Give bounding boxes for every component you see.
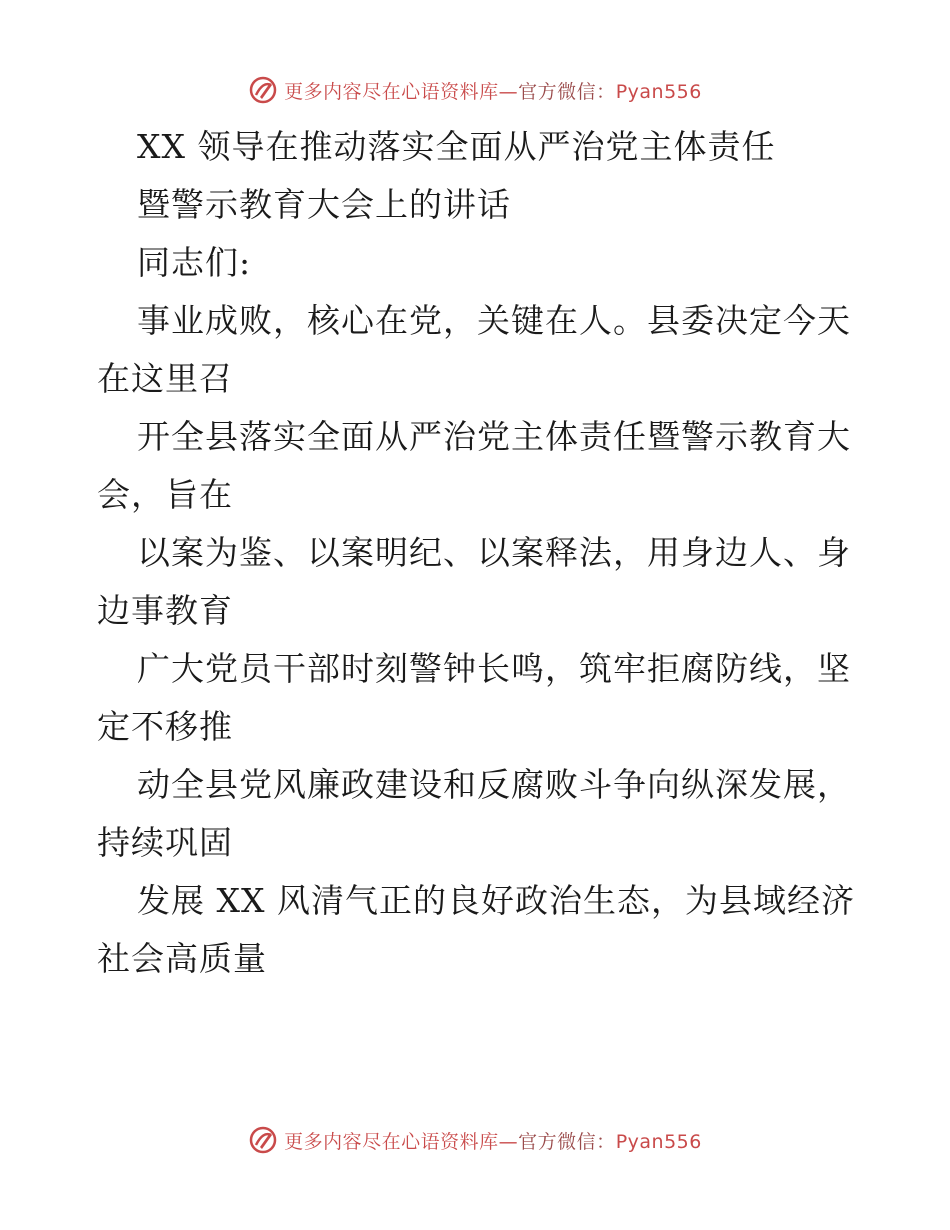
body-line: 在这里召 — [97, 359, 233, 398]
body-line: 广大党员干部时刻警钟长鸣，筑牢拒腐防线，坚 — [137, 649, 851, 688]
salutation: 同志们: — [137, 243, 252, 282]
document-title-line-2: 暨警示教育大会上的讲话 — [137, 185, 511, 224]
body-line: 以案为鉴、以案明纪、以案释法，用身边人、身 — [137, 533, 851, 572]
watermark-brand: 更多内容尽在心语资料库 — [284, 80, 499, 103]
pen-swirl-logo-icon — [248, 75, 278, 105]
watermark-wechat-id: Pyan556 — [615, 80, 702, 103]
body-line: 动全县党风廉政建设和反腐败斗争向纵深发展， — [137, 765, 851, 804]
pen-swirl-logo-icon — [248, 1125, 278, 1155]
document-body — [97, 118, 857, 988]
document-title-line-1: XX 领导在推动落实全面从严治党主体责任 — [137, 127, 776, 166]
body-line: 持续巩固 — [97, 823, 233, 862]
body-line: 社会高质量 — [97, 939, 267, 978]
watermark-wechat-id: Pyan556 — [615, 1130, 702, 1153]
body-line: 事业成败，核心在党，关键在人。县委决定今天 — [137, 301, 851, 340]
watermark-wechat-label: 官方微信： — [518, 1130, 616, 1153]
watermark-separator: — — [498, 80, 519, 103]
body-line: 边事教育 — [97, 591, 233, 630]
watermark-brand: 更多内容尽在心语资料库 — [284, 1130, 499, 1153]
body-line: 发展 XX 风清气正的良好政治生态，为县域经济 — [137, 881, 855, 920]
watermark-separator: — — [498, 1130, 519, 1153]
body-line: 会，旨在 — [97, 475, 233, 514]
body-line: 定不移推 — [97, 707, 233, 746]
watermark-wechat-label: 官方微信： — [518, 80, 616, 103]
header-watermark — [0, 70, 950, 110]
footer-watermark — [0, 1120, 950, 1160]
body-line: 开全县落实全面从严治党主体责任暨警示教育大 — [137, 417, 851, 456]
watermark-text — [284, 77, 702, 104]
watermark-text — [284, 1127, 702, 1154]
